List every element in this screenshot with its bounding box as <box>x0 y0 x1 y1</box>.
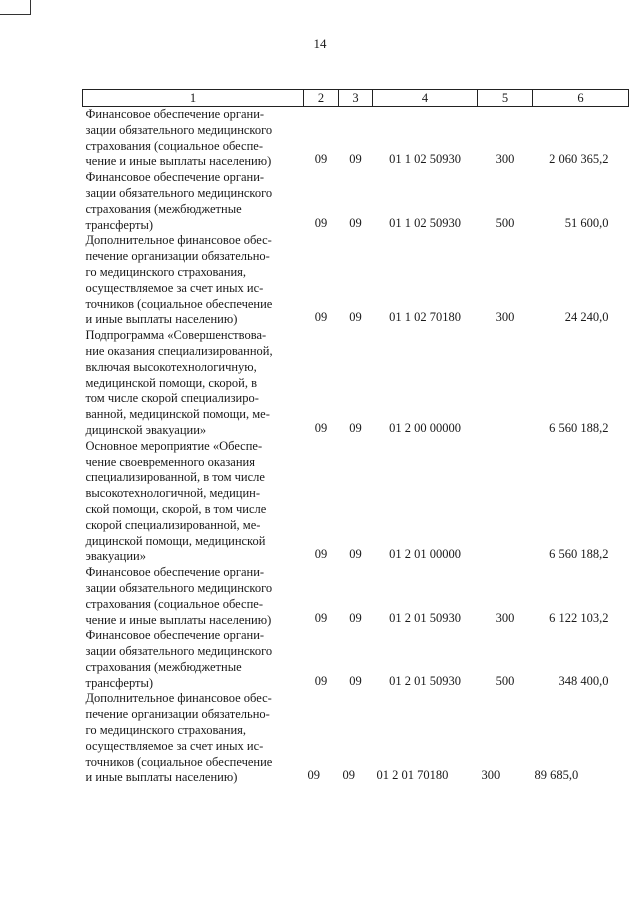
row-target-code: 01 2 01 70180 <box>376 768 449 783</box>
row-section: 09 <box>307 768 320 783</box>
row-name-line: включая высокотехнологичную, <box>85 359 257 374</box>
row-name-line: осуществляемое за счет иных ис- <box>85 738 264 753</box>
row-name <box>83 691 304 786</box>
table-row <box>83 328 629 439</box>
row-section: 09 <box>314 610 328 625</box>
table-body <box>83 107 629 787</box>
row-name-line: Финансовое обеспечение органи- <box>85 170 265 185</box>
row-subsection: 09 <box>349 673 362 688</box>
row-name-line: Дополнительное финансовое обес- <box>85 691 272 706</box>
corner-mark <box>0 0 31 15</box>
row-amount: 6 560 188,2 <box>549 547 609 562</box>
row-name-line: зации обязательного медицинского <box>85 122 273 137</box>
row-section: 09 <box>314 310 328 325</box>
row-name-line: Финансовое обеспечение органи- <box>85 565 265 580</box>
row-name <box>83 328 304 439</box>
header-col-3: 3 <box>339 90 373 107</box>
row-section: 09 <box>314 215 328 230</box>
table-row <box>83 107 629 171</box>
header-col-1: 1 <box>83 90 304 107</box>
row-name-line: дицинской эвакуации» <box>85 422 207 437</box>
row-name <box>83 628 304 691</box>
page-number: 14 <box>313 36 327 51</box>
row-section: 09 <box>314 152 328 167</box>
row-name-line: медицинской помощи, скорой, в <box>85 375 257 390</box>
row-amount: 6 122 103,2 <box>549 610 609 625</box>
row-name-line: печение организации обязательно- <box>85 249 270 264</box>
row-name-line: го медицинского страхования, <box>85 723 247 738</box>
row-amount: 6 560 188,2 <box>549 420 609 435</box>
table-row <box>83 691 629 786</box>
row-target-code: 01 1 02 50930 <box>389 215 461 230</box>
row-subsection: 09 <box>349 610 362 625</box>
row-name-line: точников (социальное обеспечение <box>85 754 273 769</box>
row-name-line: Дополнительное финансовое обес- <box>85 233 272 248</box>
row-name-line: и иные выплаты населению) <box>85 312 238 327</box>
table-row <box>83 233 629 328</box>
row-name-line: чение и иные выплаты населению) <box>85 612 272 627</box>
row-expense-type <box>478 439 533 565</box>
row-target-code: 01 2 01 50930 <box>389 673 461 688</box>
row-name-line: эвакуации» <box>85 549 146 564</box>
row-name-line: высокотехнологичной, медицин- <box>85 486 261 501</box>
header-col-2: 2 <box>304 90 339 107</box>
row-name <box>83 107 304 171</box>
row-name-line: го медицинского страхования, <box>85 264 247 279</box>
row-name-line: зации обязательного медицинского <box>85 644 273 659</box>
row-name-line: осуществляемое за счет иных ис- <box>85 280 264 295</box>
table-row <box>83 439 629 565</box>
row-name-line: чение своевременного оказания <box>85 454 255 469</box>
row-name-line: точников (социальное обеспечение <box>85 296 273 311</box>
row-name-line: дицинской помощи, медицинской <box>85 533 266 548</box>
row-name-line: страхования (социальное обеспе- <box>85 138 263 153</box>
row-name-line: и иные выплаты населению) <box>85 770 238 785</box>
row-subsection: 09 <box>349 152 362 167</box>
row-name-line: страхования (межбюджетные <box>85 201 242 216</box>
row-name-line: скорой специализированной, ме- <box>85 517 261 532</box>
row-target-code: 01 2 01 00000 <box>389 547 461 562</box>
row-amount: 2 060 365,2 <box>549 152 609 167</box>
row-amount: 348 400,0 <box>558 673 609 688</box>
row-name-line: ванной, медицинской помощи, ме- <box>85 407 270 422</box>
row-name <box>83 170 304 233</box>
row-subsection: 09 <box>342 768 355 783</box>
row-name-line: печение организации обязательно- <box>85 707 270 722</box>
row-name-line: зации обязательного медицинского <box>85 580 273 595</box>
row-section: 09 <box>314 420 328 435</box>
row-name-line: ской помощи, скорой, в том числе <box>85 501 267 516</box>
row-section: 09 <box>314 547 328 562</box>
row-target-code: 01 1 02 70180 <box>389 310 461 325</box>
row-name-line: специализированной, в том числе <box>85 470 265 485</box>
header-row <box>83 90 629 107</box>
row-subsection: 09 <box>349 215 362 230</box>
row-name-line: Подпрограмма «Совершенствова- <box>85 328 267 343</box>
row-expense-type: 500 <box>495 673 515 688</box>
table-row <box>83 628 629 691</box>
row-name <box>83 439 304 565</box>
row-target-code: 01 2 00 00000 <box>389 420 461 435</box>
row-name-line: трансферты) <box>85 675 154 690</box>
row-expense-type: 300 <box>495 610 515 625</box>
row-expense-type <box>478 328 533 439</box>
row-subsection: 09 <box>349 310 362 325</box>
row-name-line: Финансовое обеспечение органи- <box>85 107 265 121</box>
header-col-4: 4 <box>373 90 478 107</box>
row-name-line: трансферты) <box>85 217 154 232</box>
table-header <box>83 90 629 107</box>
row-section: 09 <box>314 673 328 688</box>
row-name <box>83 233 304 328</box>
row-expense-type: 500 <box>495 215 515 230</box>
row-subsection: 09 <box>349 420 362 435</box>
row-name-line: страхования (социальное обеспе- <box>85 596 263 611</box>
budget-table <box>82 89 629 786</box>
header-col-5: 5 <box>478 90 533 107</box>
row-target-code: 01 1 02 50930 <box>389 152 461 167</box>
row-amount: 24 240,0 <box>564 310 609 325</box>
row-expense-type: 300 <box>495 152 515 167</box>
header-col-6: 6 <box>533 90 629 107</box>
row-expense-type: 300 <box>481 768 501 783</box>
row-name-line: том числе скорой специализиро- <box>85 391 259 406</box>
row-name-line: страхования (межбюджетные <box>85 659 242 674</box>
row-name-line: чение и иные выплаты населению) <box>85 154 272 169</box>
row-amount: 89 685,0 <box>534 768 579 783</box>
table-row <box>83 170 629 233</box>
row-name-line: ние оказания специализированной, <box>85 343 273 358</box>
row-name-line: Финансовое обеспечение органи- <box>85 628 265 643</box>
row-amount: 51 600,0 <box>564 215 609 230</box>
table-row <box>83 565 629 628</box>
row-subsection: 09 <box>349 547 362 562</box>
row-expense-type: 300 <box>495 310 515 325</box>
row-target-code: 01 2 01 50930 <box>389 610 461 625</box>
row-name-line: Основное мероприятие «Обеспе- <box>85 438 263 453</box>
row-name <box>83 565 304 628</box>
row-name-line: зации обязательного медицинского <box>85 185 273 200</box>
